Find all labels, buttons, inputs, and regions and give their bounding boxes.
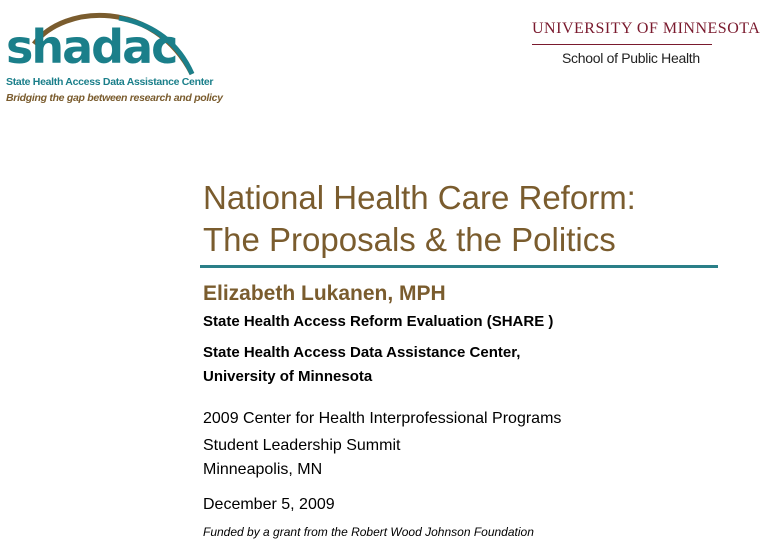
event-name: 2009 Center for Health Interprofessional Programs: [203, 410, 562, 427]
presenter-affiliation-university: University of Minnesota: [203, 368, 373, 385]
shadac-logo: [4, 4, 223, 108]
presenter-affiliation-center: State Health Access Data Assistance Center,: [203, 344, 521, 361]
shadac-wordmark: shadac: [6, 20, 177, 74]
umn-divider: [532, 44, 712, 45]
presenter-affiliation-share: State Health Access Reform Evaluation (SHARE ): [203, 313, 554, 330]
umn-school-name: School of Public Health: [562, 50, 700, 66]
shadac-tagline: Bridging the gap between research and policy: [6, 92, 223, 104]
presenter-name: Elizabeth Lukanen, MPH: [203, 282, 446, 305]
event-date: December 5, 2009: [203, 496, 335, 513]
title-line-2: The Proposals & the Politics: [203, 221, 616, 258]
event-subtitle: Student Leadership Summit: [203, 437, 401, 454]
funding-note: Funded by a grant from the Robert Wood Johnson Foundation: [203, 525, 534, 539]
title-divider: [200, 265, 718, 268]
umn-university-name: UNIVERSITY OF MINNESOTA: [532, 20, 760, 37]
slide-title: [203, 177, 723, 261]
title-line-1: National Health Care Reform:: [203, 179, 636, 216]
event-location: Minneapolis, MN: [203, 461, 323, 478]
shadac-subtitle: State Health Access Data Assistance Center: [6, 76, 214, 88]
